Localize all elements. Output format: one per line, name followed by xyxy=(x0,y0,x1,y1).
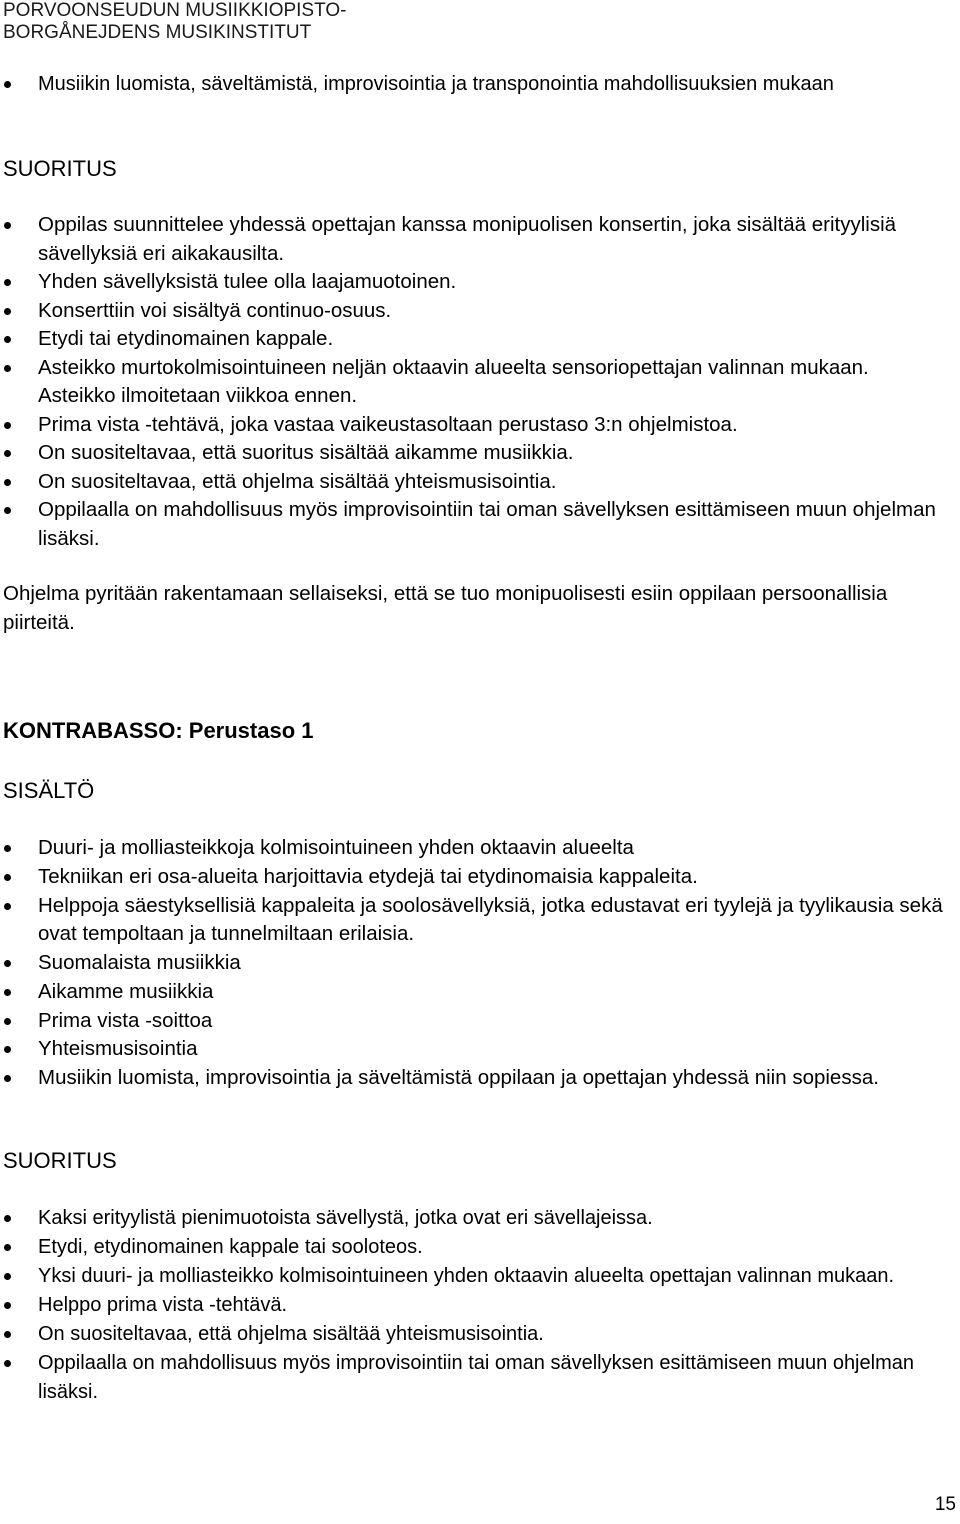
list-item: Konserttiin voi sisältyä continuo-osuus. xyxy=(0,297,950,326)
bullet-icon xyxy=(4,845,11,852)
list-item: Oppilaalla on mahdollisuus myös improvisointiin tai oman sävellyksen esittämiseen muun ohjelman lisäksi. xyxy=(0,496,950,553)
page-header xyxy=(3,0,346,44)
bullet-icon xyxy=(4,1215,11,1222)
bullet-icon xyxy=(4,450,11,457)
list-item: Helppo prima vista -tehtävä. xyxy=(0,1291,950,1320)
header-line-2: BORGÅNEJDENS MUSIKINSTITUT xyxy=(3,22,312,43)
bullet-icon xyxy=(4,81,11,88)
list-item: Helppoja säestyksellisiä kappaleita ja soolosävellyksiä, jotka edustavat eri tyylejä ja tyylikausia sekä ovat tempoltaan ja tunnelmiltaan erilaisia. xyxy=(0,892,950,950)
bullet-icon xyxy=(4,1331,11,1338)
section-title: KONTRABASSO: Perustaso 1 xyxy=(3,718,314,743)
list-item: Oppilas suunnittelee yhdessä opettajan kanssa monipuolisen konsertin, joka sisältää erityylisiä sävellyksiä eri aikakausilta. xyxy=(0,211,950,268)
bullet-icon xyxy=(4,960,11,967)
bullet-icon xyxy=(4,279,11,286)
list-item: Musiikin luomista, improvisointia ja säveltämistä oppilaan ja opettajan yhdessä niin sopiessa. xyxy=(0,1064,950,1093)
suoritus-list xyxy=(0,211,950,553)
list-item: Asteikko murtokolmisointuineen neljän oktaavin alueelta sensoriopettajan valinnan mukaan. Asteikko ilmoitetaan viikkoa ennen. xyxy=(0,354,950,411)
bullet-icon xyxy=(4,308,11,315)
bullet-icon xyxy=(4,1018,11,1025)
program-paragraph: Ohjelma pyritään rakentamaan sellaiseksi, että se tuo monipuolisesti esiin oppilaan persoonallisia piirteitä. xyxy=(3,582,888,634)
sisalto-list xyxy=(0,834,950,1093)
suoritus-heading: SUORITUS xyxy=(3,156,117,181)
bullet-icon xyxy=(4,903,11,910)
list-item: On suositeltavaa, että ohjelma sisältää yhteismusisointia. xyxy=(0,468,950,497)
bullet-icon xyxy=(4,1075,11,1082)
bullet-icon xyxy=(4,365,11,372)
bullet-icon xyxy=(4,989,11,996)
bullet-icon xyxy=(4,507,11,514)
bullet-icon xyxy=(4,1273,11,1280)
list-item: Etydi, etydinomainen kappale tai sooloteos. xyxy=(0,1233,950,1262)
bullet-icon xyxy=(4,422,11,429)
header-line-1: PORVOONSEUDUN MUSIIKKIOPISTO- xyxy=(3,0,347,21)
list-item: Aikamme musiikkia xyxy=(0,978,950,1007)
suoritus-heading-2: SUORITUS xyxy=(3,1148,117,1173)
bullet-icon xyxy=(4,222,11,229)
list-item: Oppilaalla on mahdollisuus myös improvisointiin tai oman sävellyksen esittämiseen muun ohjelman lisäksi. xyxy=(0,1349,950,1407)
list-item: Etydi tai etydinomainen kappale. xyxy=(0,325,950,354)
bullet-icon xyxy=(4,1046,11,1053)
intro-list xyxy=(0,70,950,99)
list-item: Kaksi erityylistä pienimuotoista sävellystä, jotka ovat eri sävellajeissa. xyxy=(0,1204,950,1233)
list-item: On suositeltavaa, että suoritus sisältää aikamme musiikkia. xyxy=(0,439,950,468)
list-item: Yhteismusisointia xyxy=(0,1035,950,1064)
list-item: Prima vista -soittoa xyxy=(0,1007,950,1036)
sisalto-heading: SISÄLTÖ xyxy=(3,778,95,803)
list-item: Yksi duuri- ja molliasteikko kolmisointuineen yhden oktaavin alueelta opettajan valinnan mukaan. xyxy=(0,1262,950,1291)
bullet-icon xyxy=(4,1244,11,1251)
bullet-icon xyxy=(4,479,11,486)
list-item: Yhden sävellyksistä tulee olla laajamuotoinen. xyxy=(0,268,950,297)
list-item: Musiikin luomista, säveltämistä, improvisointia ja transponointia mahdollisuuksien mukaan xyxy=(0,70,950,99)
list-item: Suomalaista musiikkia xyxy=(0,949,950,978)
page-number: 15 xyxy=(934,1494,956,1515)
suoritus-list-2 xyxy=(0,1204,950,1407)
bullet-icon xyxy=(4,1302,11,1309)
bullet-icon xyxy=(4,1360,11,1367)
list-item: Duuri- ja molliasteikkoja kolmisointuineen yhden oktaavin alueelta xyxy=(0,834,950,863)
list-item: Prima vista -tehtävä, joka vastaa vaikeustasoltaan perustaso 3:n ohjelmistoa. xyxy=(0,411,950,440)
bullet-icon xyxy=(4,874,11,881)
list-item: On suositeltavaa, että ohjelma sisältää yhteismusisointia. xyxy=(0,1320,950,1349)
list-item: Tekniikan eri osa-alueita harjoittavia etydejä tai etydinomaisia kappaleita. xyxy=(0,863,950,892)
bullet-icon xyxy=(4,336,11,343)
